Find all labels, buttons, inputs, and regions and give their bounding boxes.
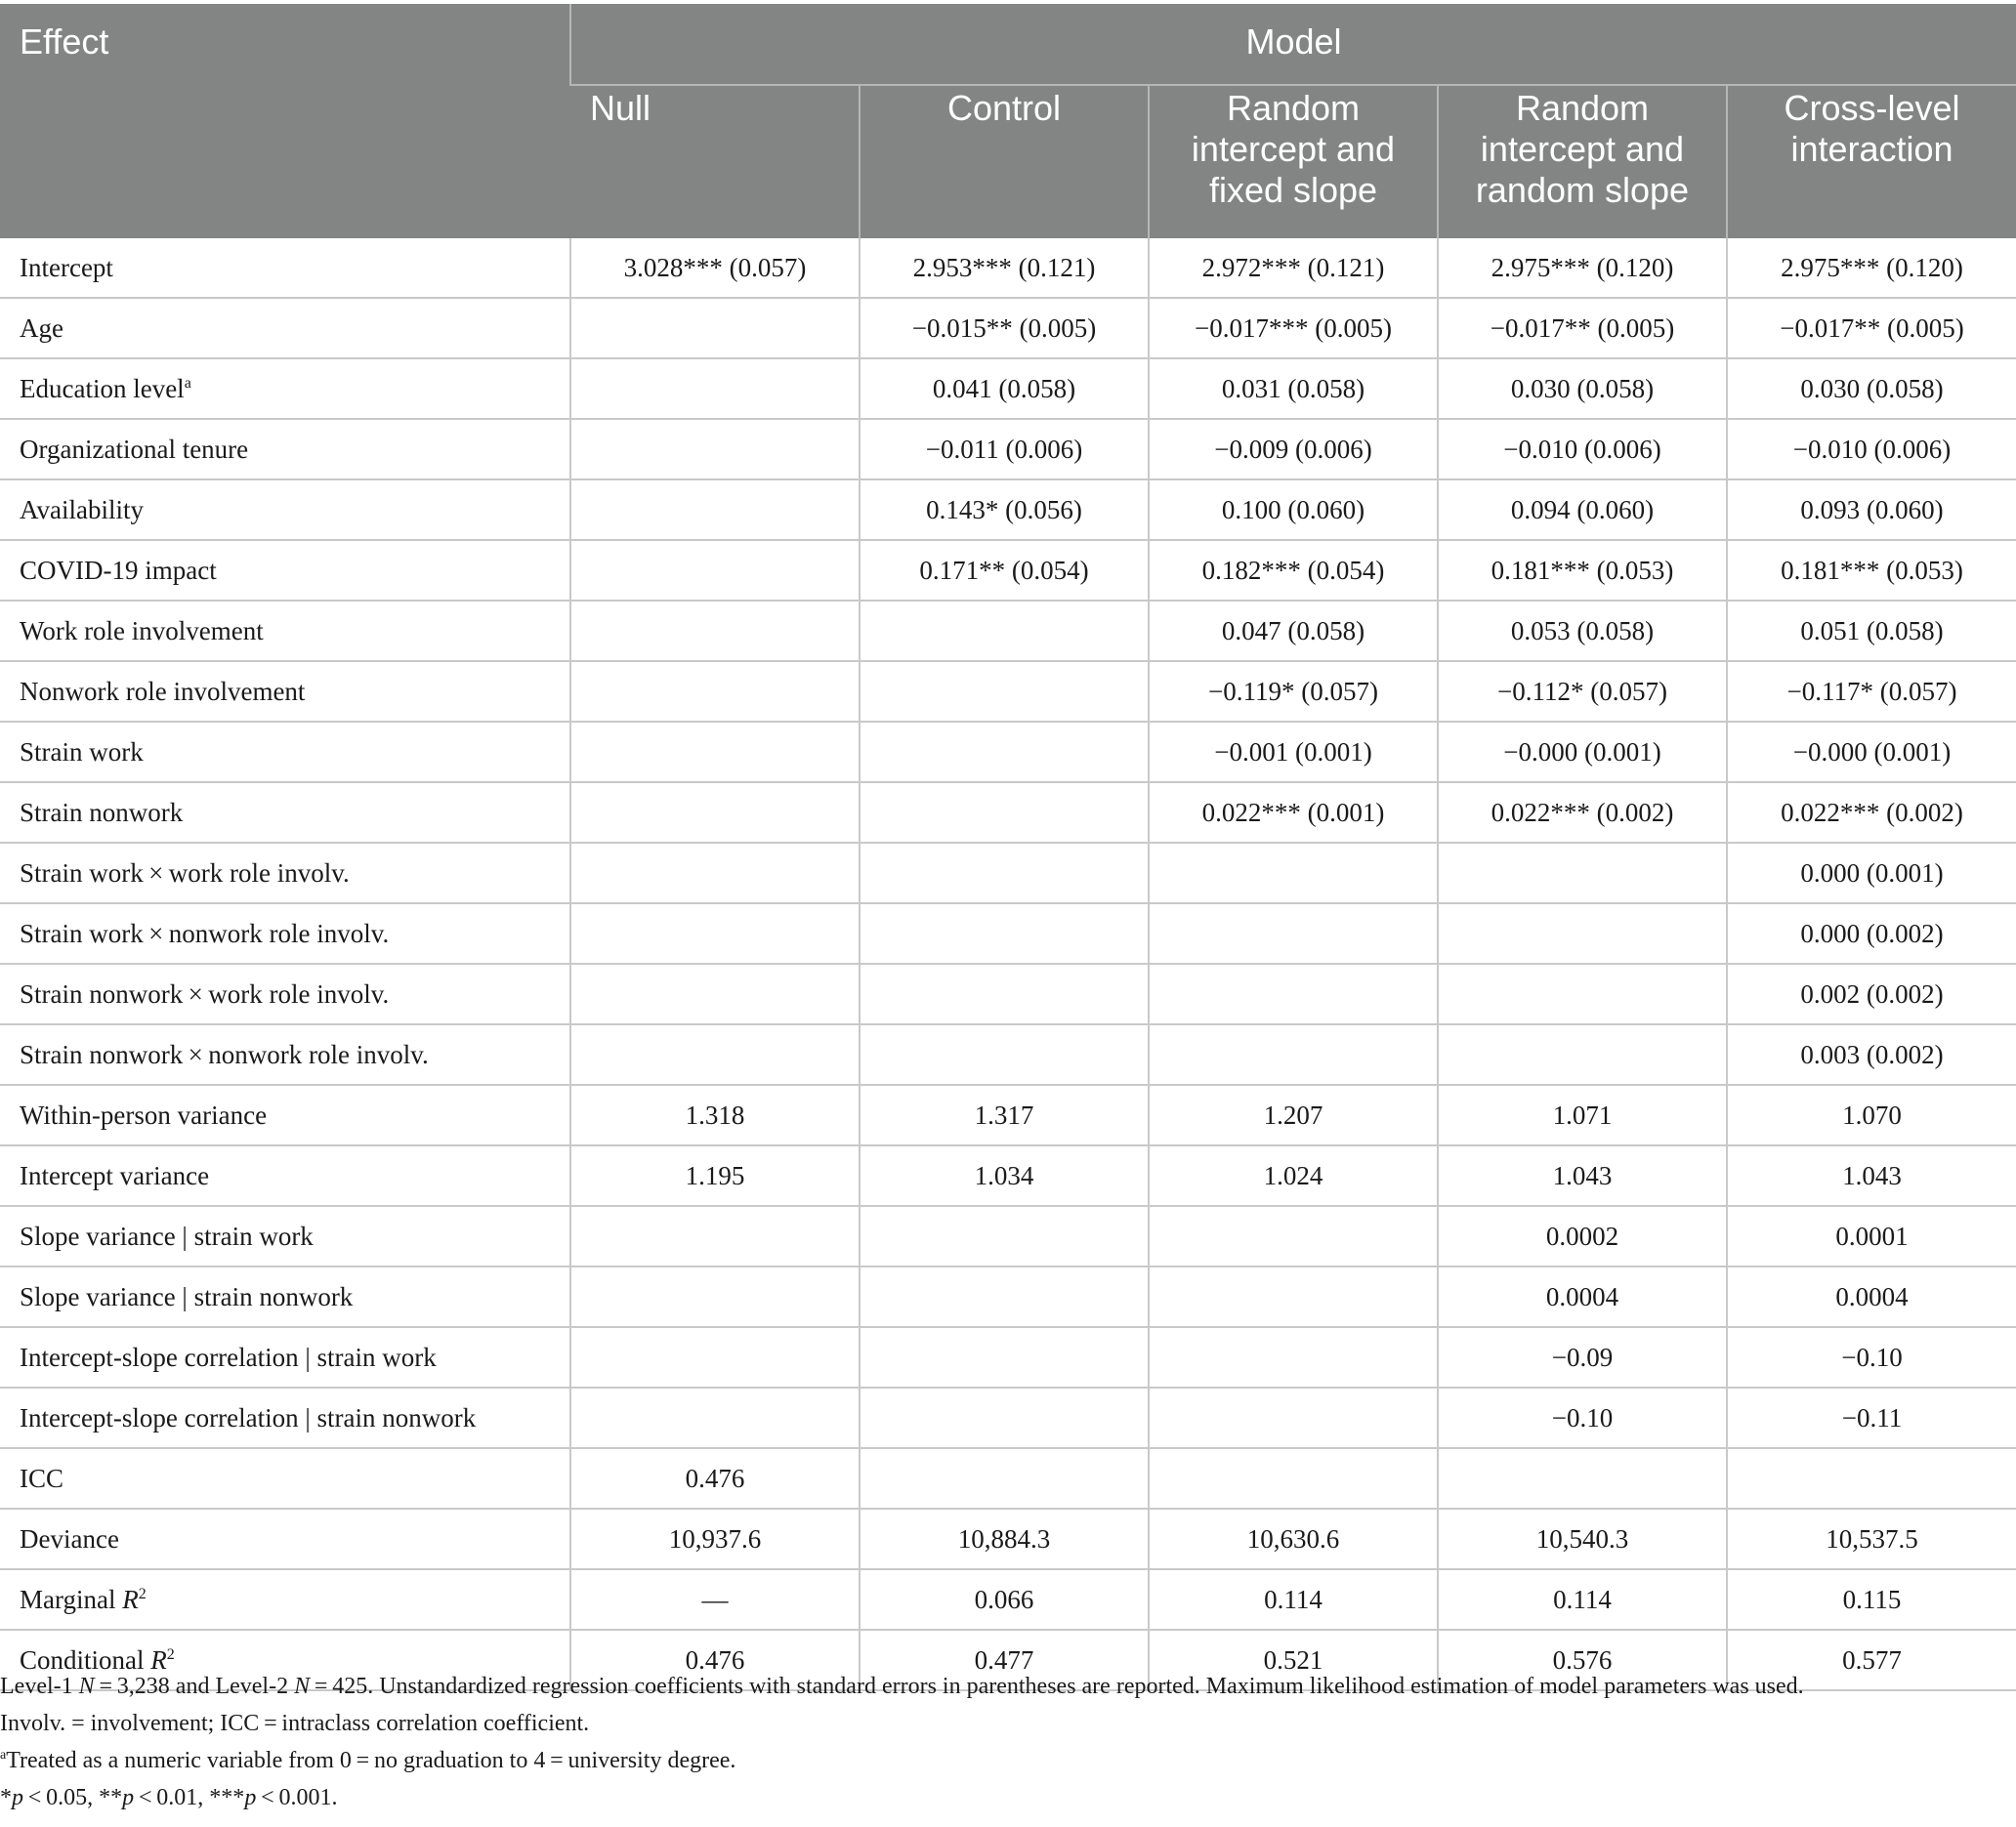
footnote-education: $^a$Treated as a numeric variable from 0 = no graduation to 4 = university degree. bbox=[0, 1748, 736, 1773]
table-row bbox=[0, 540, 2016, 601]
row-label: Strain work × nonwork role involv. bbox=[0, 903, 570, 964]
table-row bbox=[0, 1509, 2016, 1569]
header-model-column-line: Cross-level bbox=[1784, 88, 1960, 128]
row-value bbox=[860, 782, 1149, 843]
row-value bbox=[570, 298, 860, 358]
row-value: 1.043 bbox=[1727, 1145, 2016, 1206]
row-label: Within-person variance bbox=[0, 1085, 570, 1145]
row-value: −0.017** (0.005) bbox=[1438, 298, 1727, 358]
header-model-column-line: interaction bbox=[1790, 129, 1953, 169]
row-value: 10,537.5 bbox=[1727, 1509, 2016, 1569]
row-value: 0.093 (0.060) bbox=[1727, 479, 2016, 540]
row-value: 2.953*** (0.121) bbox=[860, 238, 1149, 298]
row-value: −0.015** (0.005) bbox=[860, 298, 1149, 358]
row-label: Strain work × work role involv. bbox=[0, 843, 570, 903]
row-label: Slope variance | strain work bbox=[0, 1206, 570, 1266]
header-model-column-line: fixed slope bbox=[1208, 170, 1378, 210]
row-value bbox=[860, 843, 1149, 903]
header-model-column bbox=[1727, 85, 2016, 238]
row-value: 1.207 bbox=[1149, 1085, 1438, 1145]
header-model-column-line: Random bbox=[1226, 88, 1361, 128]
row-value bbox=[1149, 1448, 1438, 1509]
row-value: 0.094 (0.060) bbox=[1438, 479, 1727, 540]
row-value bbox=[860, 661, 1149, 722]
row-value bbox=[570, 1206, 860, 1266]
results-table-container bbox=[0, 4, 2016, 1691]
row-value bbox=[570, 964, 860, 1024]
row-label: Deviance bbox=[0, 1509, 570, 1569]
header-model-column-line: Random bbox=[1515, 88, 1650, 128]
row-value bbox=[570, 722, 860, 782]
row-value: 0.000 (0.001) bbox=[1727, 843, 2016, 903]
row-value: −0.017*** (0.005) bbox=[1149, 298, 1438, 358]
row-value: 1.070 bbox=[1727, 1085, 2016, 1145]
header-model-column-line: intercept and bbox=[1480, 129, 1685, 169]
row-value bbox=[860, 1266, 1149, 1327]
row-value: 0.003 (0.002) bbox=[1727, 1024, 2016, 1085]
row-value: 0.577 bbox=[1727, 1630, 2016, 1690]
row-label: ICC bbox=[0, 1448, 570, 1509]
row-value bbox=[860, 903, 1149, 964]
row-value bbox=[1438, 1448, 1727, 1509]
row-value bbox=[570, 1266, 860, 1327]
row-value: 0.022*** (0.002) bbox=[1438, 782, 1727, 843]
row-value: 1.195 bbox=[570, 1145, 860, 1206]
row-value bbox=[860, 1206, 1149, 1266]
row-label: COVID-19 impact bbox=[0, 540, 570, 601]
row-value: 0.100 (0.060) bbox=[1149, 479, 1438, 540]
table-row bbox=[0, 358, 2016, 419]
row-value: 1.034 bbox=[860, 1145, 1149, 1206]
table-row bbox=[0, 419, 2016, 479]
row-value: 0.476 bbox=[570, 1630, 860, 1690]
row-value bbox=[570, 903, 860, 964]
row-value: 0.0002 bbox=[1438, 1206, 1727, 1266]
header-model-column bbox=[860, 85, 1149, 238]
row-label: Availability bbox=[0, 479, 570, 540]
row-value: 0.047 (0.058) bbox=[1149, 601, 1438, 661]
row-value: 0.576 bbox=[1438, 1630, 1727, 1690]
row-value bbox=[1149, 843, 1438, 903]
row-value bbox=[1149, 1024, 1438, 1085]
row-value bbox=[1149, 1388, 1438, 1448]
table-header bbox=[0, 4, 2016, 238]
row-label: Age bbox=[0, 298, 570, 358]
row-value: −0.011 (0.006) bbox=[860, 419, 1149, 479]
row-value: −0.119* (0.057) bbox=[1149, 661, 1438, 722]
row-value: 0.000 (0.002) bbox=[1727, 903, 2016, 964]
row-value bbox=[570, 601, 860, 661]
row-value: 1.318 bbox=[570, 1085, 860, 1145]
row-value: 0.0004 bbox=[1438, 1266, 1727, 1327]
row-value bbox=[570, 782, 860, 843]
row-value bbox=[860, 1024, 1149, 1085]
results-table bbox=[0, 4, 2016, 1691]
row-value bbox=[570, 1388, 860, 1448]
row-value bbox=[860, 1448, 1149, 1509]
row-value bbox=[1149, 964, 1438, 1024]
row-label: Strain work bbox=[0, 722, 570, 782]
table-row bbox=[0, 843, 2016, 903]
row-value bbox=[1438, 964, 1727, 1024]
row-value: 0.181*** (0.053) bbox=[1727, 540, 2016, 601]
row-value bbox=[1438, 843, 1727, 903]
row-value bbox=[570, 419, 860, 479]
table-row bbox=[0, 1388, 2016, 1448]
header-model-column-line: Control bbox=[946, 88, 1062, 128]
header-model-column-line: random slope bbox=[1475, 170, 1690, 210]
row-value: 0.002 (0.002) bbox=[1727, 964, 2016, 1024]
header-model-column bbox=[1149, 85, 1438, 238]
row-value bbox=[1438, 1024, 1727, 1085]
row-value: 0.030 (0.058) bbox=[1438, 358, 1727, 419]
row-label: Intercept bbox=[0, 238, 570, 298]
row-value: 0.031 (0.058) bbox=[1149, 358, 1438, 419]
row-value bbox=[1149, 1206, 1438, 1266]
header-model-column-line: intercept and bbox=[1191, 129, 1396, 169]
row-value bbox=[570, 540, 860, 601]
row-value: −0.10 bbox=[1727, 1327, 2016, 1388]
table-row bbox=[0, 1145, 2016, 1206]
row-value: 2.972*** (0.121) bbox=[1149, 238, 1438, 298]
table-row bbox=[0, 1448, 2016, 1509]
row-value: −0.009 (0.006) bbox=[1149, 419, 1438, 479]
row-label: Strain nonwork × work role involv. bbox=[0, 964, 570, 1024]
row-value: 2.975*** (0.120) bbox=[1727, 238, 2016, 298]
row-value: 0.0001 bbox=[1727, 1206, 2016, 1266]
row-value: 0.476 bbox=[570, 1448, 860, 1509]
table-row bbox=[0, 238, 2016, 298]
row-value: −0.117* (0.057) bbox=[1727, 661, 2016, 722]
row-value: −0.001 (0.001) bbox=[1149, 722, 1438, 782]
row-label: Marginal $R^2$ bbox=[0, 1569, 570, 1630]
table-row bbox=[0, 661, 2016, 722]
row-value: 10,540.3 bbox=[1438, 1509, 1727, 1569]
row-value: 0.477 bbox=[860, 1630, 1149, 1690]
row-value: −0.10 bbox=[1438, 1388, 1727, 1448]
row-label: Work role involvement bbox=[0, 601, 570, 661]
row-value bbox=[860, 964, 1149, 1024]
footnote-abbreviations: Involv. = involvement; ICC = intraclass correlation coefficient. bbox=[0, 1711, 590, 1736]
row-value bbox=[860, 1388, 1149, 1448]
row-value: 10,937.6 bbox=[570, 1509, 860, 1569]
row-value bbox=[860, 601, 1149, 661]
footnote-significance: *p < 0.05, **p < 0.01, ***p < 0.001. bbox=[0, 1785, 338, 1810]
row-label: Intercept variance bbox=[0, 1145, 570, 1206]
row-value: −0.11 bbox=[1727, 1388, 2016, 1448]
row-label: Strain nonwork bbox=[0, 782, 570, 843]
table-footnotes bbox=[0, 1668, 2016, 1816]
table-row bbox=[0, 722, 2016, 782]
row-label: Education level$^a$ bbox=[0, 358, 570, 419]
row-label: Organizational tenure bbox=[0, 419, 570, 479]
row-value: 0.053 (0.058) bbox=[1438, 601, 1727, 661]
row-value: 10,884.3 bbox=[860, 1509, 1149, 1569]
row-label: Intercept-slope correlation | strain nonwork bbox=[0, 1388, 570, 1448]
row-value bbox=[1727, 1448, 2016, 1509]
row-value: 1.071 bbox=[1438, 1085, 1727, 1145]
row-value: 1.317 bbox=[860, 1085, 1149, 1145]
row-value: 0.181*** (0.053) bbox=[1438, 540, 1727, 601]
row-label: Slope variance | strain nonwork bbox=[0, 1266, 570, 1327]
table-row bbox=[0, 1206, 2016, 1266]
row-value: −0.112* (0.057) bbox=[1438, 661, 1727, 722]
row-value: 0.114 bbox=[1149, 1569, 1438, 1630]
row-value bbox=[1149, 903, 1438, 964]
table-row bbox=[0, 1266, 2016, 1327]
table-row bbox=[0, 479, 2016, 540]
row-value: 10,630.6 bbox=[1149, 1509, 1438, 1569]
row-value: 2.975*** (0.120) bbox=[1438, 238, 1727, 298]
table-row bbox=[0, 903, 2016, 964]
footnote-sample-size: Level-1 N = 3,238 and Level-2 N = 425. Unstandardized regression coefficients with standard errors in parentheses are reported. Maximum likelihood estimation of model parameters was used. bbox=[0, 1674, 1804, 1699]
table-body bbox=[0, 238, 2016, 1690]
row-value bbox=[1149, 1327, 1438, 1388]
row-value: 0.115 bbox=[1727, 1569, 2016, 1630]
row-value bbox=[570, 1024, 860, 1085]
row-value: 3.028*** (0.057) bbox=[570, 238, 860, 298]
header-model-column bbox=[1438, 85, 1727, 238]
table-row bbox=[0, 1085, 2016, 1145]
row-value bbox=[570, 661, 860, 722]
row-value bbox=[1149, 1266, 1438, 1327]
row-value: — bbox=[570, 1569, 860, 1630]
row-value: 0.030 (0.058) bbox=[1727, 358, 2016, 419]
header-model: Model bbox=[570, 4, 2016, 85]
row-value bbox=[570, 843, 860, 903]
row-value: 0.022*** (0.001) bbox=[1149, 782, 1438, 843]
row-value bbox=[860, 722, 1149, 782]
row-value: 0.182*** (0.054) bbox=[1149, 540, 1438, 601]
row-value: −0.000 (0.001) bbox=[1438, 722, 1727, 782]
row-label: Strain nonwork × nonwork role involv. bbox=[0, 1024, 570, 1085]
row-value: 1.043 bbox=[1438, 1145, 1727, 1206]
row-value bbox=[860, 1327, 1149, 1388]
row-value: −0.09 bbox=[1438, 1327, 1727, 1388]
row-value: 0.041 (0.058) bbox=[860, 358, 1149, 419]
row-value: −0.000 (0.001) bbox=[1727, 722, 2016, 782]
row-value bbox=[570, 479, 860, 540]
table-row bbox=[0, 1569, 2016, 1630]
row-value: 1.024 bbox=[1149, 1145, 1438, 1206]
row-value: 0.171** (0.054) bbox=[860, 540, 1149, 601]
row-value: 0.114 bbox=[1438, 1569, 1727, 1630]
row-value: 0.051 (0.058) bbox=[1727, 601, 2016, 661]
table-row bbox=[0, 964, 2016, 1024]
row-value: 0.0004 bbox=[1727, 1266, 2016, 1327]
row-value: 0.143* (0.056) bbox=[860, 479, 1149, 540]
row-label: Nonwork role involvement bbox=[0, 661, 570, 722]
row-label: Intercept-slope correlation | strain work bbox=[0, 1327, 570, 1388]
row-value: 0.022*** (0.002) bbox=[1727, 782, 2016, 843]
header-effect: Effect bbox=[0, 4, 570, 238]
row-label: Conditional $R^2$ bbox=[0, 1630, 570, 1690]
row-value: −0.017** (0.005) bbox=[1727, 298, 2016, 358]
table-row bbox=[0, 1327, 2016, 1388]
row-value: −0.010 (0.006) bbox=[1727, 419, 2016, 479]
table-row bbox=[0, 782, 2016, 843]
row-value bbox=[570, 358, 860, 419]
row-value bbox=[570, 1327, 860, 1388]
header-model-column-line: Null bbox=[590, 88, 651, 128]
row-value: 0.521 bbox=[1149, 1630, 1438, 1690]
row-value bbox=[1438, 903, 1727, 964]
table-row bbox=[0, 1024, 2016, 1085]
header-model-column bbox=[570, 85, 860, 238]
row-value: −0.010 (0.006) bbox=[1438, 419, 1727, 479]
table-row bbox=[0, 298, 2016, 358]
table-row bbox=[0, 601, 2016, 661]
row-value: 0.066 bbox=[860, 1569, 1149, 1630]
